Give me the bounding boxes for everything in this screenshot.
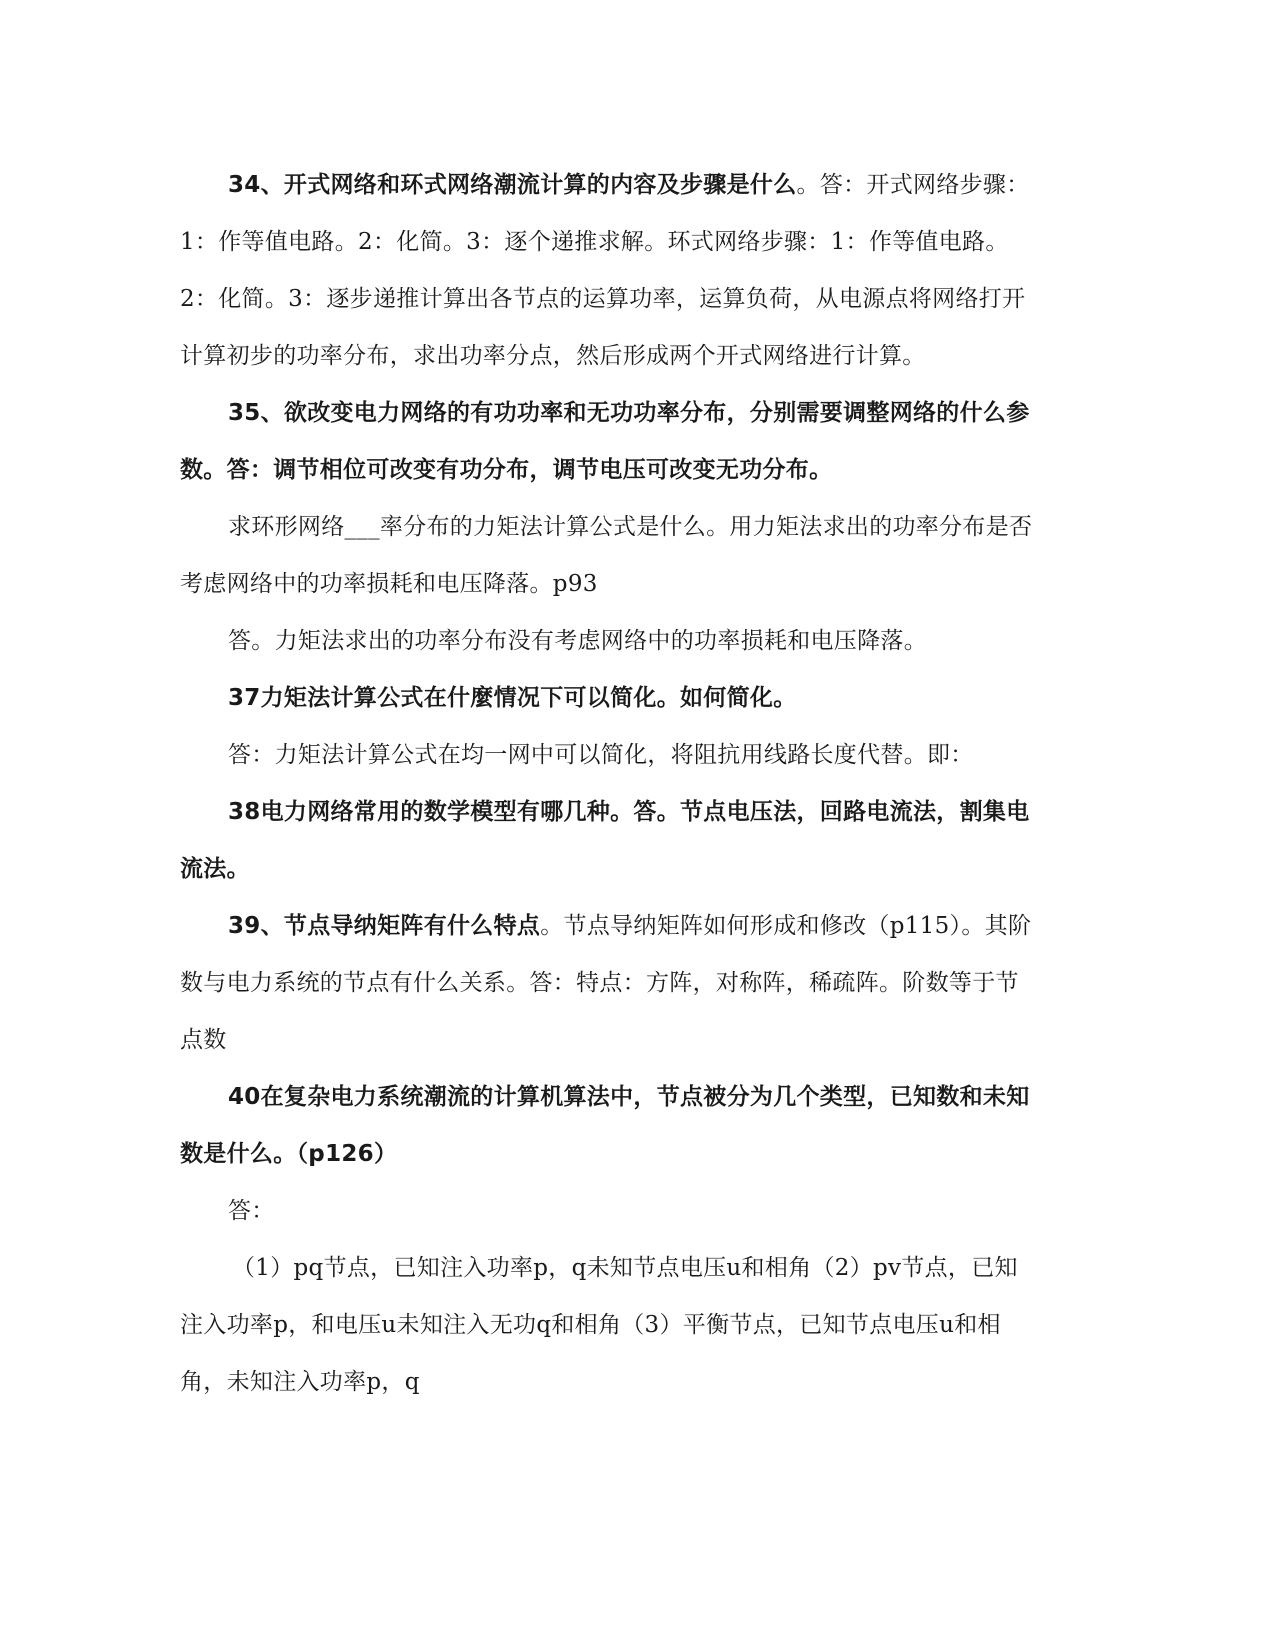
paragraph-q35: 35、欲改变电力网络的有功功率和无功功率分布，分别需要调整网络的什么参数。答：调节相位可改变有功分布，调节电压可改变无功分布。 bbox=[180, 400, 1030, 483]
answer-39-text: 。节点导纳矩阵如何形成和修改（p115）。其阶数与电力系统的节点有什么关系。答：特点：方阵，对称阵，稀疏阵。阶数等于节点数 bbox=[180, 913, 1032, 1053]
paragraph-q39 bbox=[180, 898, 1040, 1069]
paragraph-a37: 答：力矩法计算公式在均一网中可以简化，将阻抗用线路长度代替。即： bbox=[228, 742, 974, 768]
paragraph-a40: 答： bbox=[228, 1198, 275, 1224]
paragraph-q38: 38电力网络常用的数学模型有哪几种。答。节点电压法，回路电流法，割集电流法。 bbox=[180, 799, 1030, 882]
paragraph-q34 bbox=[180, 157, 1040, 385]
document-page bbox=[180, 157, 1040, 1411]
paragraph-a40-detail: （1）pq节点，已知注入功率p，q未知节点电压u和相角（2）pv节点，已知注入功率p，和电压u未知注入无功q和相角（3）平衡节点，已知节点电压u和相角，未知注入功率p，q bbox=[180, 1255, 1018, 1395]
paragraph-a36: 答。力矩法求出的功率分布没有考虑网络中的功率损耗和电压降落。 bbox=[228, 628, 927, 654]
paragraph-q40: 40在复杂电力系统潮流的计算机算法中，节点被分为几个类型，已知数和未知数是什么。（p126） bbox=[180, 1084, 1030, 1167]
paragraph-q36: 求环形网络___率分布的力矩法计算公式是什么。用力矩法求出的功率分布是否考虑网络中的功率损耗和电压降落。p93 bbox=[180, 514, 1033, 597]
question-34-title: 34、开式网络和环式网络潮流计算的内容及步骤是什么 bbox=[228, 172, 797, 198]
question-39-title: 39、节点导纳矩阵有什么特点 bbox=[228, 913, 541, 939]
answer-34-text: 。答：开式网络步骤：1：作等值电路。2：化简。3：逐个递推求解。环式网络步骤：1：作等值电路。2：化简。3：逐步递推计算出各节点的运算功率，运算负荷，从电源点将网络打开计算初步的功率分布，求出功率分点，然后形成两个开式网络进行计算。 bbox=[180, 172, 1030, 369]
paragraph-q37: 37力矩法计算公式在什麼情况下可以简化。如何简化。 bbox=[228, 685, 797, 711]
